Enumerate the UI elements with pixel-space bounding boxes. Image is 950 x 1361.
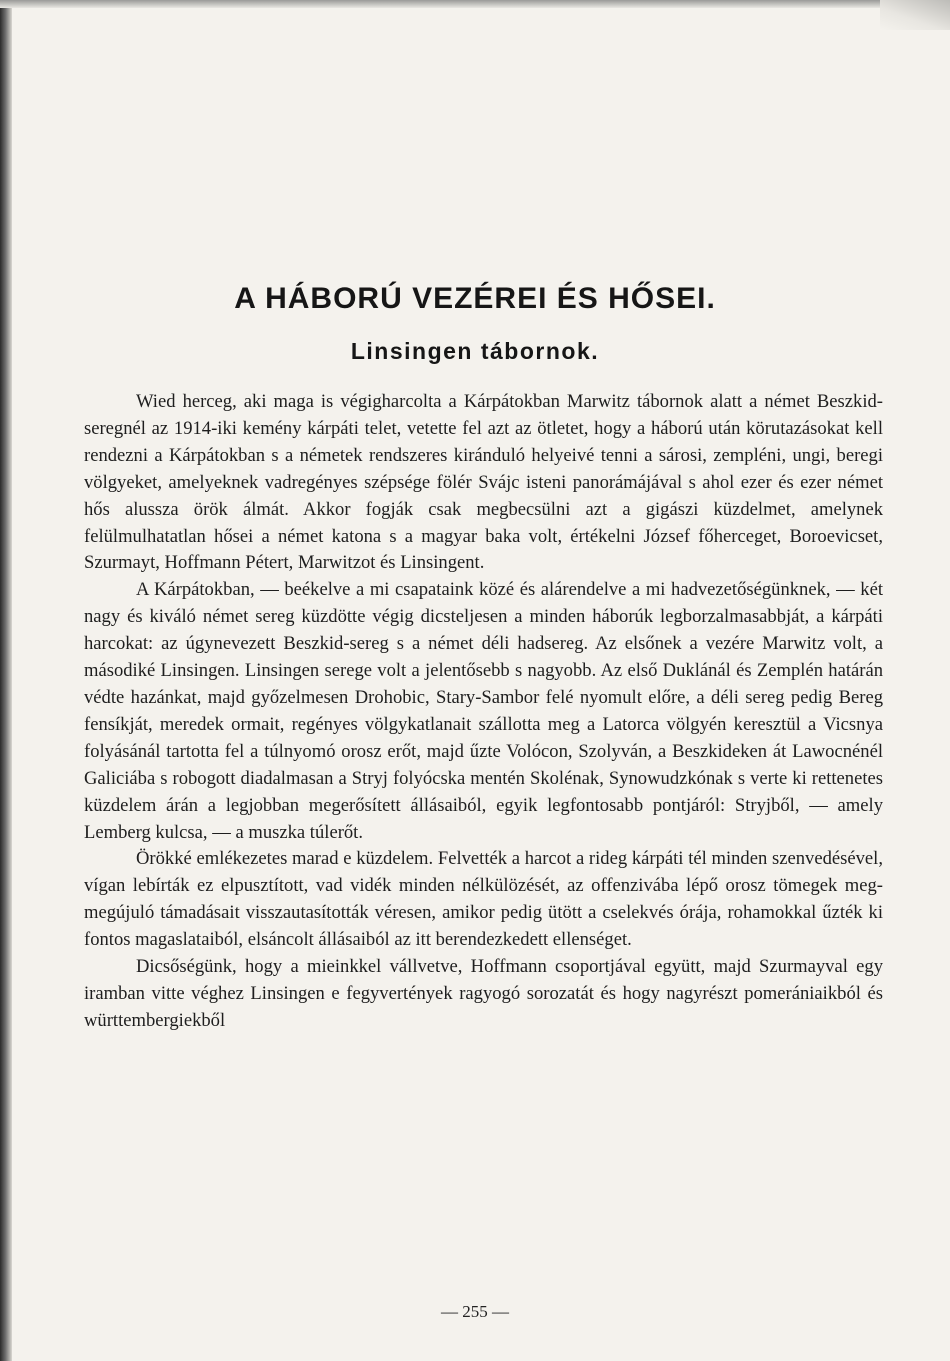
paragraph-2: A Kárpátokban, — beékelve a mi csapataink közé és alárendelve a mi hadvezetőségünknek, — két nagy és kiváló német sereg küzdötte végig dicsteljesen a minden háborúk legborzalmasabbját, a kárpáti harcokat: az úgynevezett Beszkid-sereg s a német déli hadsereg. Az elsőnek a vezére Marwitz volt, a másodiké Linsingen. Linsingen serege volt a jelentősebb s nagyobb. Az első Duklánál és Zemplén határán védte hazánkat, majd győzelmesen Drohobic, Stary-Sambor felé nyomult előre, a déli sereg pedig Bereg fensíkját, meredek ormait, regényes völgykatlanait szállotta meg a Latorca völgyén keresztül a Vicsnya folyásánál tartotta fel a túlnyomó orosz erőt, majd űzte Volócon, Szolyván, a Beszkideken át Lawocnénél Galiciába s robogott diadalmasan a Stryj folyócska mentén Skolénak, Synowudzkónak s verte ki rettenetes küzdelem árán a legjobban megerősített állásaiból, egyik legfontosabb pontjáról: Stryjből, — amely Lemberg kulcsa, — a muszka túlerőt. [84, 579, 883, 843]
paragraph-3: Örökké emlékezetes marad e küzdelem. Felvették a harcot a rideg kárpáti tél minden szenvedésével, vígan lebírták ez elpusztított, vad vidék minden nélkülözését, az offenzivába lépő orosz tömegek meg-megújuló támadásait visszautasították véresen, amikor pedig ütött a cselekvés órája, rohamokkal űzték ki fontos magaslataiból, elsáncolt állásaiból az itt berendezkedett ellenséget. [84, 848, 883, 951]
page-number: — 255 — [441, 1302, 509, 1321]
article-body [84, 389, 883, 1035]
paragraph-1: Wied herceg, aki maga is végigharcolta a Kárpátokban Marwitz tábornok alatt a német Beszkid-seregnél az 1914-iki kemény kárpáti telet, vetette fel azt az ötletet, hogy a háború után körutazásokat kell rendezni a Kárpátokban s a németek rendszeres kiránduló helyeivé tenni a sárosi, zempléni, ungi, beregi völgyeket, amelyeknek vadregényes szépsége fölér Svájc isteni panorámájával s ahol ezer és ezer német hős alussza örök álmát. Akkor fogják csak megbecsülni azt a gigászi küzdelmet, amelynek felülmulhatatlan hősei a német katona s a magyar baka volt, értékelni József főherceget, Boroevicset, Szurmayt, Hoffmann Pétert, Marwitzot és Linsingent. [84, 391, 883, 574]
section-subtitle: Linsingen tábornok. [350, 338, 600, 364]
scan-binding-edge [0, 0, 12, 1361]
scan-top-shadow [0, 0, 950, 8]
page-corner-fold [880, 0, 950, 30]
chapter-title: A HÁBORÚ VEZÉREI ÉS HŐSEI. [234, 282, 716, 315]
paragraph-4: Dicsőségünk, hogy a mieinkkel vállvetve, Hoffmann csoportjával együtt, majd Szurmayval egy iramban vitte véghez Linsingen e fegyvertények ragyogó sorozatát és hogy nagyrészt pomerániaikból és württembergiekből [84, 956, 883, 1031]
